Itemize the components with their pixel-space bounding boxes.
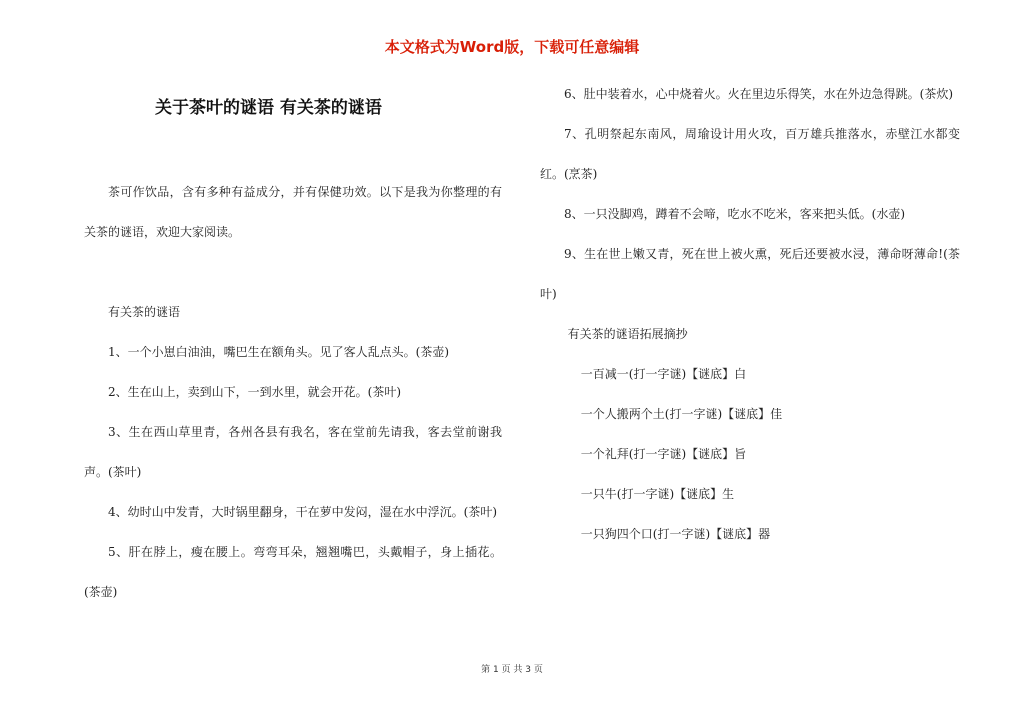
extension-heading: 有关茶的谜语拓展摘抄 — [567, 327, 688, 341]
riddle-item: 5、肝在脖上，瘦在腰上。弯弯耳朵，翘翘嘴巴，头戴帽子，身上插花。(茶壶) — [84, 545, 502, 599]
riddle-item: 8、一只没脚鸡，蹲着不会啼，吃水不吃米，客来把头低。(水壶) — [564, 207, 906, 221]
word-riddle-item: 一个人搬两个土(打一字谜)【谜底】佳 — [580, 407, 783, 421]
riddle-item: 9、生在世上嫩又青，死在世上被火熏，死后还要被水浸，薄命呀薄命!(茶叶) — [540, 247, 960, 301]
document-title: 关于茶叶的谜语 有关茶的谜语 — [155, 98, 382, 118]
riddle-item: 7、孔明祭起东南风，周瑜设计用火攻，百万雄兵推落水，赤壁江水都变红。(烹茶) — [540, 127, 960, 181]
edit-banner: 本文格式为Word版，下载可任意编辑 — [384, 38, 640, 56]
riddle-item: 6、肚中装着水，心中烧着火。火在里边乐得笑，水在外边急得跳。(茶炊) — [564, 87, 954, 101]
riddle-item: 3、生在西山草里青，各州各县有我名，客在堂前先请我，客去堂前谢我声。(茶叶) — [84, 425, 502, 479]
riddle-item: 4、幼时山中发青，大时锅里翻身，干在萝中发闷，湿在水中浮沉。(茶叶) — [108, 505, 498, 519]
word-riddle-item: 一只牛(打一字谜)【谜底】生 — [580, 487, 735, 501]
intro-paragraph: 茶可作饮品，含有多种有益成分，并有保健功效。以下是我为你整理的有关茶的谜语，欢迎大家阅读。 — [84, 185, 502, 239]
right-column — [540, 74, 960, 554]
word-riddle-item: 一只狗四个口(打一字谜)【谜底】器 — [580, 527, 771, 541]
section-heading: 有关茶的谜语 — [108, 305, 181, 319]
left-column — [84, 172, 502, 612]
riddle-item: 1、一个小崽白油油，嘴巴生在额角头。见了客人乱点头。(茶壶) — [108, 345, 450, 359]
word-riddle-item: 一个礼拜(打一字谜)【谜底】旨 — [580, 447, 747, 461]
word-riddle-item: 一百减一(打一字谜)【谜底】白 — [580, 367, 747, 381]
riddle-item: 2、生在山上，卖到山下，一到水里，就会开花。(茶叶) — [108, 385, 402, 399]
page-number: 第 1 页 共 3 页 — [481, 665, 543, 675]
